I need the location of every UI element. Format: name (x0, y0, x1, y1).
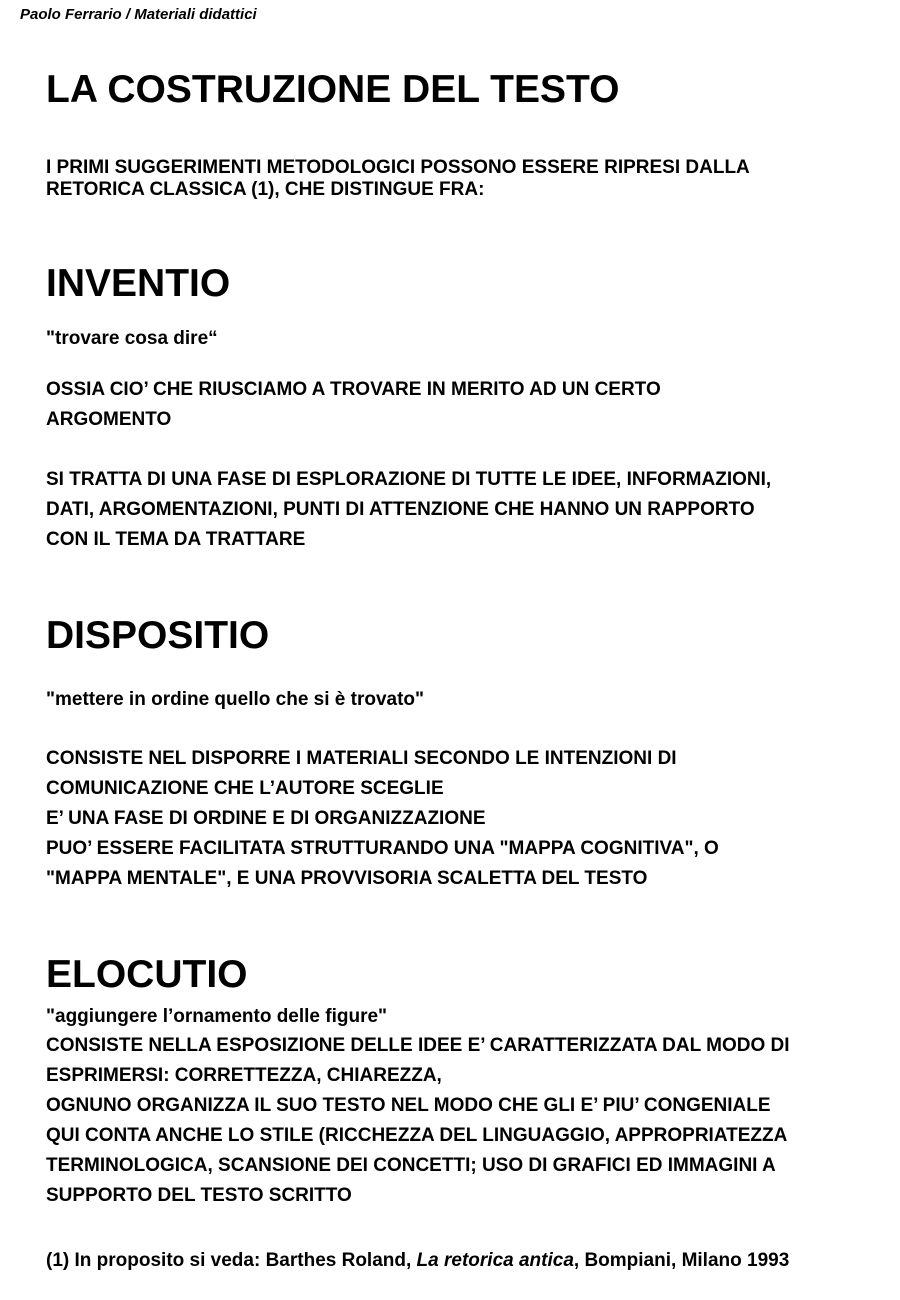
section-heading-elocutio: ELOCUTIO (46, 953, 248, 996)
text-line: OSSIA CIO’ CHE RIUSCIAMO A TROVARE IN MERITO AD UN CERTO (46, 379, 661, 400)
dispositio-paragraph (46, 744, 719, 894)
inventio-paragraph-2 (46, 465, 771, 555)
text-line: COMUNICAZIONE CHE L’AUTORE SCEGLIE (46, 778, 444, 799)
text-line: CONSISTE NEL DISPORRE I MATERIALI SECONDO LE INTENZIONI DI (46, 748, 677, 769)
text-line: ESPRIMERSI: CORRETTEZZA, CHIAREZZA, (46, 1065, 442, 1086)
text-line: PUO’ ESSERE FACILITATA STRUTTURANDO UNA "MAPPA COGNITIVA", O (46, 838, 719, 859)
inventio-paragraph-1 (46, 375, 661, 435)
text-line: CON IL TEMA DA TRATTARE (46, 529, 306, 550)
elocutio-paragraph (46, 1031, 790, 1211)
inventio-quote: "trovare cosa dire“ (46, 328, 218, 349)
text-line: E’ UNA FASE DI ORDINE E DI ORGANIZZAZIONE (46, 808, 486, 829)
text-line: SI TRATTA DI UNA FASE DI ESPLORAZIONE DI TUTTE LE IDEE, INFORMAZIONI, (46, 469, 772, 490)
text-line: "MAPPA MENTALE", E UNA PROVVISORIA SCALETTA DEL TESTO (46, 868, 648, 889)
footnote-suffix: , Bompiani, Milano 1993 (573, 1250, 790, 1271)
footnote-prefix: (1) In proposito si veda: Barthes Roland, (46, 1250, 417, 1271)
page-title: LA COSTRUZIONE DEL TESTO (46, 68, 620, 111)
text-line: CONSISTE NELLA ESPOSIZIONE DELLE IDEE E’ CARATTERIZZATA DAL MODO DI (46, 1035, 790, 1056)
footnote-book-title: La retorica antica (416, 1250, 574, 1271)
elocutio-quote: "aggiungere l’ornamento delle figure" (46, 1006, 388, 1027)
text-line: SUPPORTO DEL TESTO SCRITTO (46, 1185, 352, 1206)
text-line: OGNUNO ORGANIZZA IL SUO TESTO NEL MODO CHE GLI E’ PIU’ CONGENIALE (46, 1095, 771, 1116)
text-line: DATI, ARGOMENTAZIONI, PUNTI DI ATTENZIONE CHE HANNO UN RAPPORTO (46, 499, 755, 520)
section-heading-dispositio: DISPOSITIO (46, 614, 270, 657)
page-header: Paolo Ferrario / Materiali didattici (20, 6, 257, 23)
text-line: TERMINOLOGICA, SCANSIONE DEI CONCETTI; USO DI GRAFICI ED IMMAGINI A (46, 1155, 776, 1176)
text-line: ARGOMENTO (46, 409, 172, 430)
intro-line: RETORICA CLASSICA (1), CHE DISTINGUE FRA: (46, 179, 485, 200)
dispositio-quote: "mettere in ordine quello che si è trovato" (46, 689, 425, 710)
intro-paragraph (46, 157, 750, 201)
footnote (46, 1250, 789, 1272)
section-heading-inventio: INVENTIO (46, 262, 231, 305)
intro-line: I PRIMI SUGGERIMENTI METODOLOGICI POSSONO ESSERE RIPRESI DALLA (46, 157, 750, 178)
text-line: QUI CONTA ANCHE LO STILE (RICCHEZZA DEL LINGUAGGIO, APPROPRIATEZZA (46, 1125, 788, 1146)
